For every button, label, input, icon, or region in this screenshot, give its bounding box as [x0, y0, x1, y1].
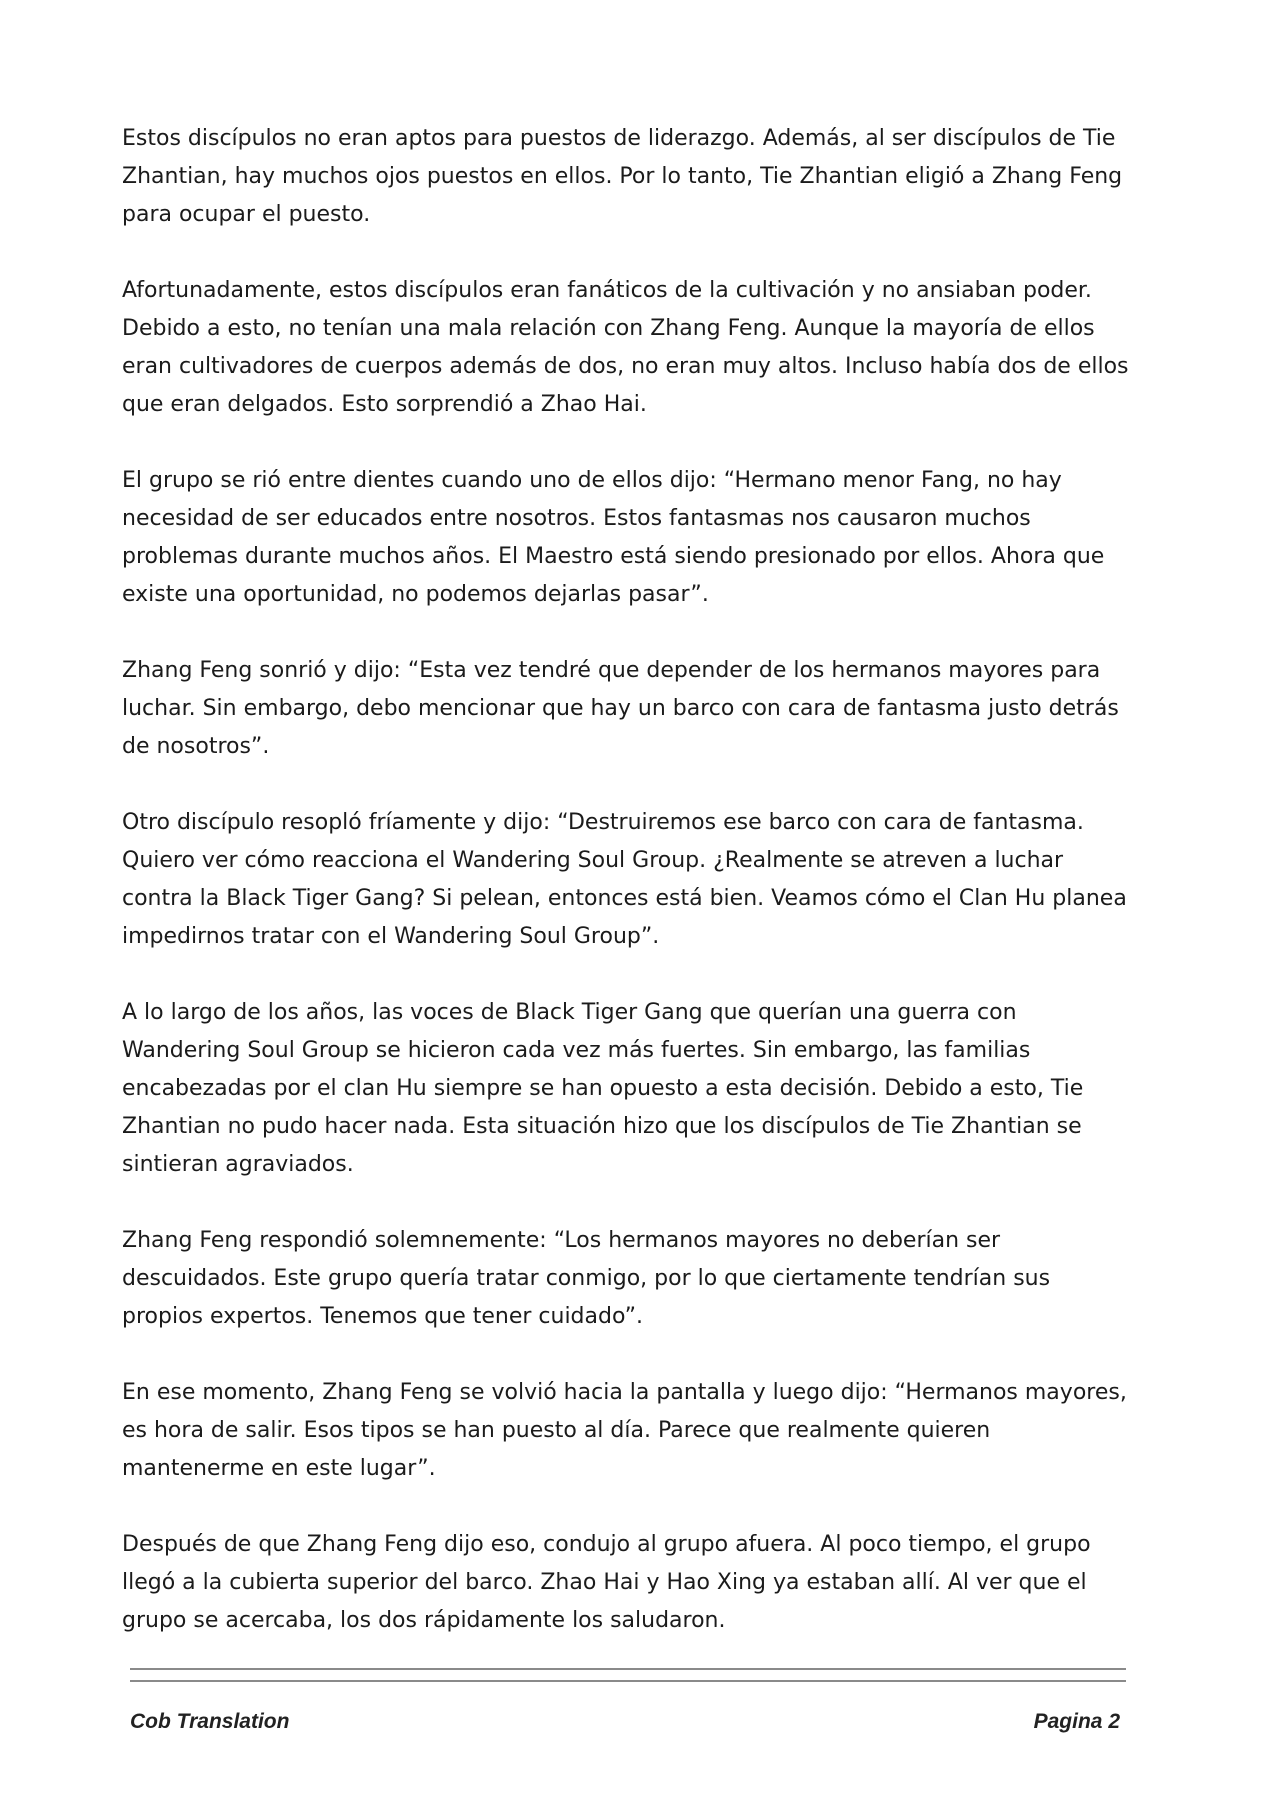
footer-page-number: Pagina 2	[1033, 1710, 1120, 1733]
paragraph: El grupo se rió entre dientes cuando uno de ellos dijo: “Hermano menor Fang, no hay necesidad de ser educados entre nosotros. Estos fantasmas nos causaron muchos problemas durante muchos años. El Maestro está siendo presionado por ellos. Ahora que existe una oportunidad, no podemos dejarlas pasar”.	[122, 468, 1105, 607]
footer-divider-bottom	[130, 1680, 1126, 1682]
footer-source: Cob Translation	[130, 1710, 290, 1733]
paragraph: A lo largo de los años, las voces de Black Tiger Gang que querían una guerra con Wandering Soul Group se hicieron cada vez más fuertes. Sin embargo, las familias encabezadas por el clan Hu siempre se han opuesto a esta decisión. Debido a esto, Tie Zhantian no pudo hacer nada. Esta situación hizo que los discípulos de Tie Zhantian se sintieran agraviados.	[122, 1000, 1084, 1177]
paragraph: Estos discípulos no eran aptos para puestos de liderazgo. Además, al ser discípulos de Tie Zhantian, hay muchos ojos puestos en ellos. Por lo tanto, Tie Zhantian eligió a Zhang Feng para ocupar el puesto.	[122, 126, 1123, 227]
paragraph: Zhang Feng respondió solemnemente: “Los hermanos mayores no deberían ser descuidados. Este grupo quería tratar conmigo, por lo que ciertamente tendrían sus propios expertos. Tenemos que tener cuidado”.	[122, 1228, 1051, 1329]
footer-divider-top	[130, 1668, 1126, 1670]
paragraph: Otro discípulo resopló fríamente y dijo: “Destruiremos ese barco con cara de fantasma. Quiero ver cómo reacciona el Wandering Soul Group. ¿Realmente se atreven a luchar contra la Black Tiger Gang? Si pelean, entonces está bien. Veamos cómo el Clan Hu planea impedirnos tratar con el Wandering Soul Group”.	[122, 810, 1127, 949]
paragraph: Afortunadamente, estos discípulos eran fanáticos de la cultivación y no ansiaban poder. Debido a esto, no tenían una mala relación con Zhang Feng. Aunque la mayoría de ellos eran cultivadores de cuerpos además de dos, no eran muy altos. Incluso había dos de ellos que eran delgados. Esto sorprendió a Zhao Hai.	[122, 278, 1129, 417]
paragraph: Zhang Feng sonrió y dijo: “Esta vez tendré que depender de los hermanos mayores para luchar. Sin embargo, debo mencionar que hay un barco con cara de fantasma justo detrás de nosotros”.	[122, 658, 1119, 759]
paragraph: Después de que Zhang Feng dijo eso, condujo al grupo afuera. Al poco tiempo, el grupo llegó a la cubierta superior del barco. Zhao Hai y Hao Xing ya estaban allí. Al ver que el grupo se acercaba, los dos rápidamente los saludaron.	[122, 1532, 1091, 1633]
document-body	[122, 120, 1134, 1678]
paragraph: En ese momento, Zhang Feng se volvió hacia la pantalla y luego dijo: “Hermanos mayores, es hora de salir. Esos tipos se han puesto al día. Parece que realmente quieren mantenerme en este lugar”.	[122, 1380, 1127, 1481]
